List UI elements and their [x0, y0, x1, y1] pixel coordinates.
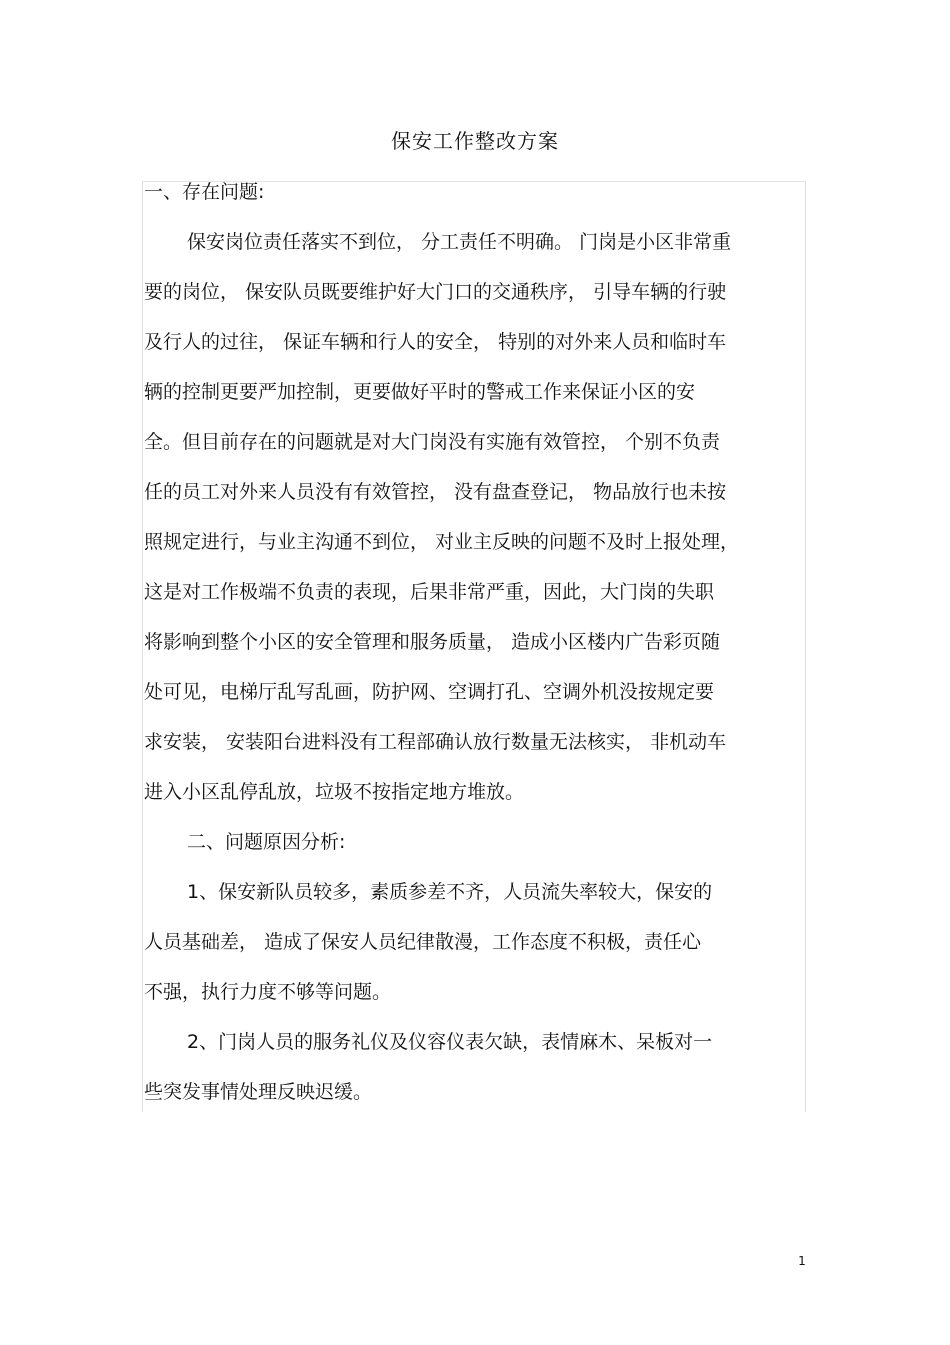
cause-item-1-line: 不强，执行力度不够等问题。 — [144, 981, 392, 1003]
section-heading-problems: 一、存在问题: — [144, 181, 265, 203]
paragraph-line: 求安装， 安装阳台进料没有工程部确认放行数量无法核实， 非机动车 — [144, 731, 727, 753]
cause-item-2-line: 2、门岗人员的服务礼仪及仪容仪表欠缺，表情麻木、呆板对一 — [187, 1031, 713, 1053]
paragraph-line: 这是对工作极端不负责的表现，后果非常严重，因此，大门岗的失职 — [144, 581, 715, 603]
paragraph-line: 将影响到整个小区的安全管理和服务质量， 造成小区楼内广告彩页随 — [144, 631, 721, 653]
page-number: 1 — [798, 1254, 806, 1268]
paragraph-line: 及行人的过往， 保证车辆和行人的安全， 特别的对外来人员和临时车 — [144, 331, 727, 353]
section-heading-causes: 二、问题原因分析: — [187, 831, 346, 853]
paragraph-line: 任的员工对外来人员没有有效管控， 没有盘查登记， 物品放行也未按 — [144, 481, 727, 503]
cause-item-2-line: 些突发事情处理反映迟缓。 — [144, 1081, 373, 1103]
paragraph-line: 保安岗位责任落实不到位， 分工责任不明确。 门岗是小区非常重 — [187, 231, 732, 253]
paragraph-line: 要的岗位， 保安队员既要维护好大门口的交通秩序， 引导车辆的行驶 — [144, 281, 727, 303]
cause-item-1-line: 1、保安新队员较多，素质参差不齐，人员流失率较大，保安的 — [187, 881, 713, 903]
document-title: 保安工作整改方案 — [391, 129, 559, 153]
cause-item-1-line: 人员基础差， 造成了保安人员纪律散漫，工作态度不积极，责任心 — [144, 931, 702, 953]
paragraph-line: 照规定进行，与业主沟通不到位， 对业主反映的问题不及时上报处理， — [144, 531, 740, 553]
paragraph-line: 处可见，电梯厅乱写乱画，防护网、空调打孔、空调外机没按规定要 — [144, 681, 715, 703]
paragraph-line: 全。但目前存在的问题就是对大门岗没有实施有效管控， 个别不负责 — [144, 431, 721, 453]
paragraph-line: 进入小区乱停乱放，垃圾不按指定地方堆放。 — [144, 781, 525, 803]
paragraph-line: 辆的控制更要严加控制，更要做好平时的警戒工作来保证小区的安 — [144, 381, 696, 403]
